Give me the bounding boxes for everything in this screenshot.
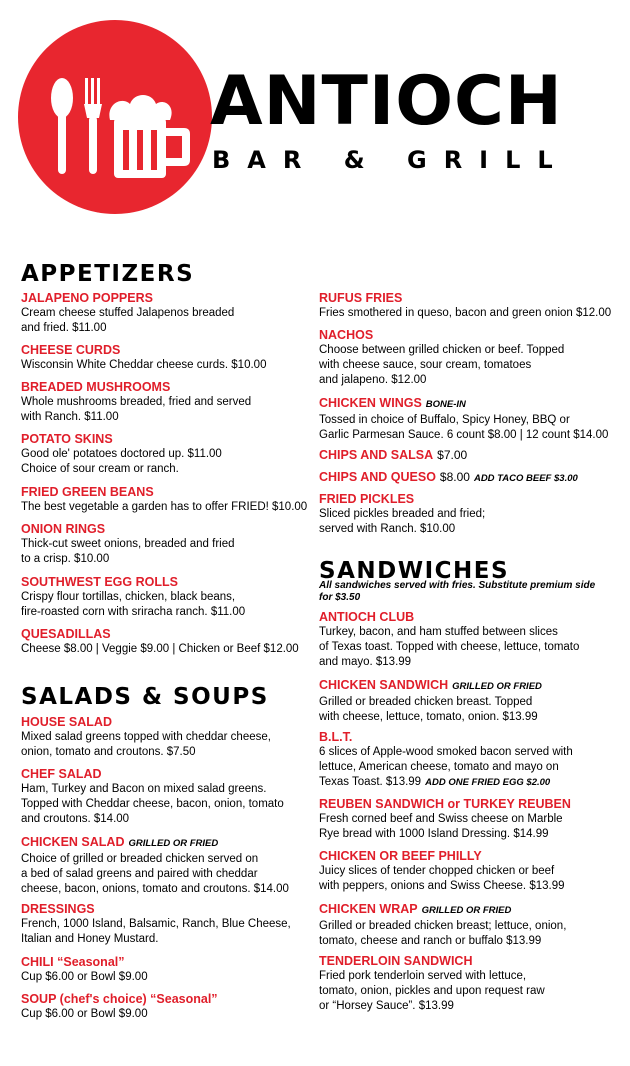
menu-item	[319, 901, 566, 949]
menu-item	[319, 327, 564, 388]
item-name: CHICKEN OR BEEF PHILLY	[319, 849, 482, 863]
item-description: Cup $6.00 or Bowl $9.00	[21, 1008, 148, 1020]
item-name: REUBEN SANDWICH or TURKEY REUBEN	[319, 797, 571, 811]
item-description: Fresh corned beef and Swiss cheese on Marble Rye bread with 1000 Island Dressing. $14.99	[319, 813, 563, 840]
item-name: DRESSINGS	[21, 902, 95, 916]
item-tag: GRILLED OR FRIED	[128, 838, 219, 849]
section-title-appetizers: APPETIZERS	[21, 261, 195, 287]
item-description: Good ole' potatoes doctored up. $11.00 Choice of sour cream or ranch.	[21, 448, 222, 475]
item-name: ANTIOCH CLUB	[319, 610, 415, 624]
item-price: $8.00	[439, 470, 470, 484]
menu-item	[319, 609, 579, 670]
item-name	[21, 834, 289, 852]
menu-item	[319, 677, 542, 725]
menu-item	[319, 796, 571, 842]
brand-name: ANTIOCH	[210, 62, 563, 141]
item-name	[319, 901, 566, 919]
item-name: FRIED PICKLES	[319, 492, 415, 506]
item-description: Grilled or breaded chicken breast; lettuce, onion, tomato, cheese and ranch or buffalo $13.99	[319, 920, 567, 947]
item-description: Wisconsin White Cheddar cheese curds. $10.00	[21, 359, 267, 371]
item-description: Thick-cut sweet onions, breaded and fried to a crisp. $10.00	[21, 538, 235, 565]
section-note: All sandwiches served with fries. Substitute premium side for $3.50	[319, 580, 596, 603]
brand-subtitle: BAR & GRILL	[212, 146, 570, 174]
item-description: Mixed salad greens topped with cheddar cheese, onion, tomato and croutons. $7.50	[21, 731, 271, 758]
item-tag: GRILLED OR FRIED	[421, 905, 512, 916]
item-name-text: CHICKEN SALAD	[21, 835, 125, 849]
item-name-text: CHICKEN WINGS	[319, 396, 422, 410]
item-name-text: CHICKEN WRAP	[319, 902, 418, 916]
item-description: The best vegetable a garden has to offer FRIED! $10.00	[21, 501, 308, 513]
menu-item	[21, 521, 235, 567]
item-name: SOUTHWEST EGG ROLLS	[21, 575, 178, 589]
section-title-sandwiches: SANDWICHES	[319, 558, 510, 584]
item-name: HOUSE SALAD	[21, 715, 112, 729]
item-name-text: CHIPS AND QUESO	[319, 470, 436, 484]
menu-item	[319, 729, 573, 790]
item-name	[319, 395, 608, 413]
menu-item	[319, 491, 485, 537]
item-description-text: 6 slices of Apple-wood smoked bacon served with lettuce, American cheese, tomato and mayo on Texas Toast. $13.99	[319, 746, 573, 788]
item-name	[319, 469, 578, 487]
menu-item	[21, 342, 266, 373]
menu-item	[21, 766, 284, 827]
menu-item	[319, 395, 608, 443]
item-description: Cup $6.00 or Bowl $9.00	[21, 971, 148, 983]
menu-item	[319, 290, 611, 321]
item-description: Choice of grilled or breaded chicken served on a bed of salad greens and paired with cheddar cheese, bacon, onions, tomato and croutons. $14.00	[21, 853, 289, 895]
item-description: Ham, Turkey and Bacon on mixed salad greens. Topped with Cheddar cheese, bacon, onion, tomato and croutons. $14.00	[21, 783, 284, 825]
menu-item	[21, 714, 271, 760]
utensils-mug-icon	[18, 20, 212, 214]
item-name: QUESADILLAS	[21, 627, 111, 641]
item-name: ONION RINGS	[21, 522, 106, 536]
menu-item	[21, 484, 307, 515]
item-description: Turkey, bacon, and ham stuffed between slices of Texas toast. Topped with cheese, lettuce, tomato and mayo. $13.99	[319, 626, 580, 668]
item-description: Choose between grilled chicken or beef. Topped with cheese sauce, sour cream, tomatoes and jalapeno. $12.00	[319, 344, 565, 386]
item-description: French, 1000 Island, Balsamic, Ranch, Blue Cheese, Italian and Honey Mustard.	[21, 918, 291, 945]
item-name: TENDERLOIN SANDWICH	[319, 954, 473, 968]
menu-item	[21, 834, 289, 897]
logo-circle	[18, 20, 212, 214]
menu-item	[319, 953, 545, 1014]
menu-item	[319, 848, 565, 894]
item-description: Sliced pickles breaded and fried; served with Ranch. $10.00	[319, 508, 486, 535]
item-tag: BONE-IN	[425, 399, 466, 410]
item-price: $7.00	[437, 448, 468, 462]
menu-item	[21, 626, 299, 657]
item-name: RUFUS FRIES	[319, 291, 403, 305]
item-description: Grilled or breaded chicken breast. Topped with cheese, lettuce, tomato, onion. $13.99	[319, 696, 538, 723]
item-name: SOUP (chef's choice) “Seasonal”	[21, 992, 218, 1006]
section-title-salads: SALADS & SOUPS	[21, 684, 269, 710]
menu-item	[21, 574, 245, 620]
item-description: Crispy flour tortillas, chicken, black beans, fire-roasted corn with sriracha ranch. $11.00	[21, 591, 246, 618]
menu-item	[21, 379, 251, 425]
menu-item	[21, 431, 222, 477]
item-description: Tossed in choice of Buffalo, Spicy Honey, BBQ or Garlic Parmesan Sauce. 6 count $8.00 | 12 count $14.00	[319, 414, 609, 441]
item-name: JALAPENO POPPERS	[21, 291, 153, 305]
item-name: POTATO SKINS	[21, 432, 113, 446]
menu-item	[21, 954, 148, 985]
item-tag: GRILLED OR FRIED	[452, 681, 542, 692]
item-name: FRIED GREEN BEANS	[21, 485, 154, 499]
item-description	[319, 745, 573, 790]
item-name-text: CHICKEN SANDWICH	[319, 678, 449, 692]
item-description: Whole mushrooms breaded, fried and served with Ranch. $11.00	[21, 396, 252, 423]
menu-item	[21, 290, 234, 336]
item-name: CHILI “Seasonal”	[21, 955, 125, 969]
item-name	[319, 677, 542, 695]
item-name	[319, 447, 467, 463]
item-description: Juicy slices of tender chopped chicken or beef with peppers, onions and Swiss Cheese. $13.99	[319, 865, 565, 892]
item-description: Fried pork tenderloin served with lettuce, tomato, onion, pickles and upon request raw or “Horsey Sauce”. $13.99	[319, 970, 545, 1012]
item-name: BREADED MUSHROOMS	[21, 380, 171, 394]
menu-item	[319, 469, 578, 487]
menu-item	[21, 991, 218, 1022]
item-description: Cream cheese stuffed Jalapenos breaded and fried. $11.00	[21, 307, 235, 334]
item-name: CHEESE CURDS	[21, 343, 121, 357]
menu-item	[21, 901, 291, 947]
item-tag: ADD ONE FRIED EGG $2.00	[425, 777, 551, 788]
item-description: Fries smothered in queso, bacon and green onion $12.00	[319, 307, 612, 319]
menu-item	[319, 447, 467, 463]
item-name: CHEF SALAD	[21, 767, 102, 781]
item-description: Cheese $8.00 | Veggie $9.00 | Chicken or Beef $12.00	[21, 643, 299, 655]
item-name: NACHOS	[319, 328, 374, 342]
item-name: B.L.T.	[319, 730, 353, 744]
item-tag: ADD TACO BEEF $3.00	[473, 473, 578, 484]
item-name-text: CHIPS AND SALSA	[319, 448, 434, 462]
